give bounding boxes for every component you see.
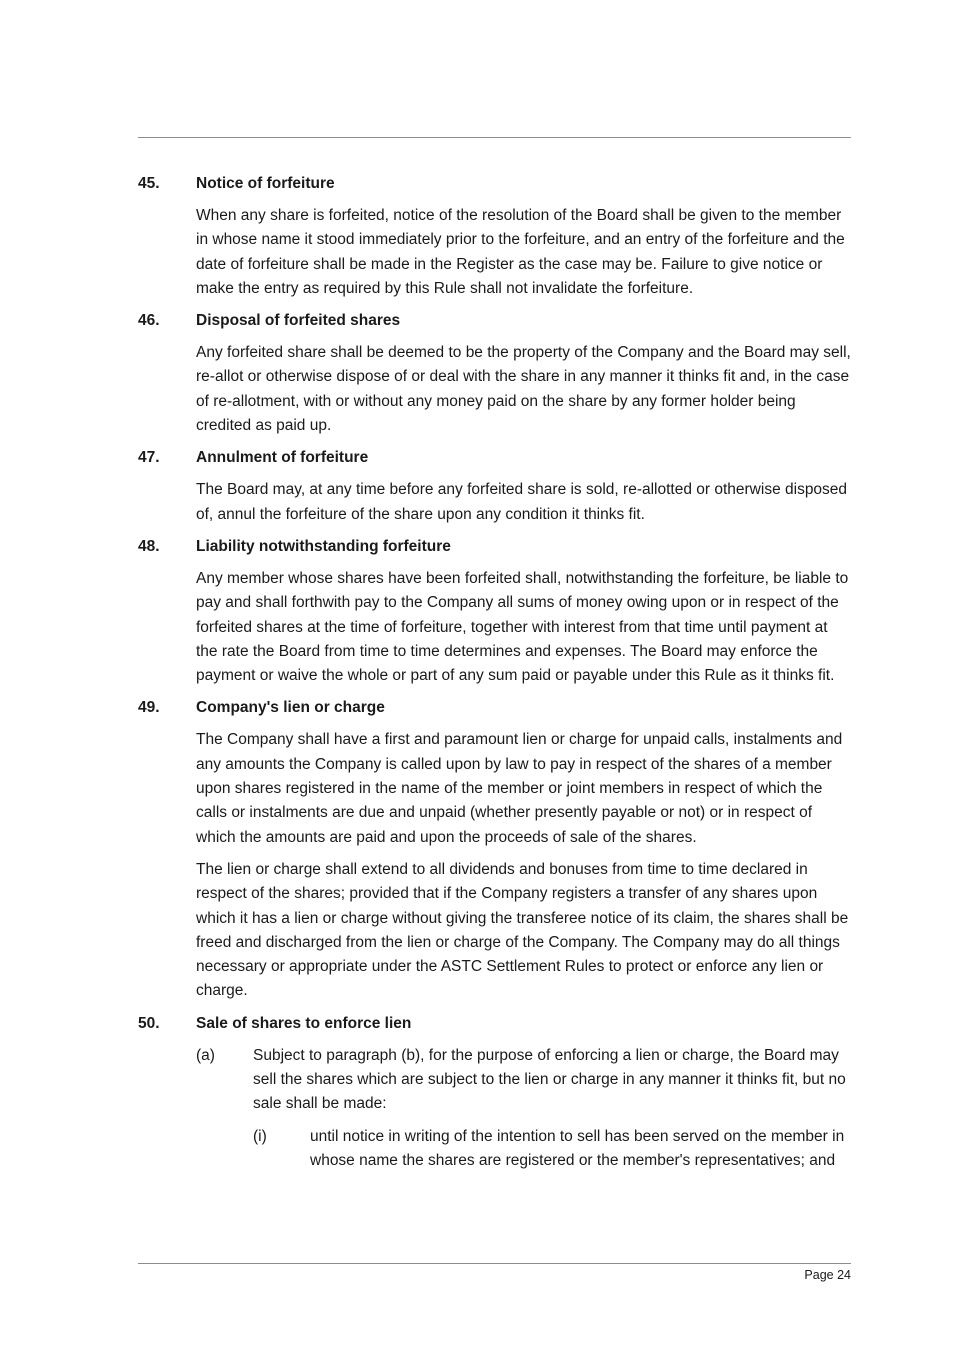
section-number: 50. bbox=[138, 1014, 160, 1032]
section-number: 45. bbox=[138, 175, 160, 192]
footer-rule bbox=[138, 1263, 851, 1264]
section-title: Notice of forfeiture bbox=[196, 175, 335, 192]
section-number: 46. bbox=[138, 312, 160, 330]
section-paragraph: Any forfeited share shall be deemed to be the property of the Company and the Board may sell, re-allot or otherwise dispose of or deal with the share in any manner it thinks fit and, in the case of re-allotment, with or without any money paid on the share by any former holder being credited as paid up. bbox=[196, 344, 851, 435]
section-heading bbox=[138, 446, 851, 470]
section-number: 47. bbox=[138, 449, 160, 467]
section-title: Disposal of forfeited shares bbox=[196, 312, 401, 330]
section-title: Company's lien or charge bbox=[196, 699, 385, 717]
section-paragraph: The Company shall have a first and paramount lien or charge for unpaid calls, instalments and any amounts the Company is called upon by law to pay in respect of the shares of a member upon shares registered in the name of the member or joint members in respect of which the calls or instalments are due and unpaid (whether presently payable or not) or in respect of which the amounts are paid and upon the proceeds of sale of the shares. bbox=[196, 731, 843, 846]
section-heading bbox=[138, 1012, 851, 1036]
page-number: Page 24 bbox=[804, 1268, 851, 1282]
subitem-label: (i) bbox=[253, 1127, 267, 1145]
section-paragraph: The lien or charge shall extend to all dividends and bonuses from time to time declared in respect of the shares; provided that if the Company registers a transfer of any shares upon which it has a lien or charge without giving the transferee notice of its claim, the shares shall be freed and discharged from the lien or charge of the Company. The Company may do all things necessary or appropriate under the ASTC Settlement Rules to protect or enforce any lien or charge. bbox=[196, 860, 849, 1000]
section-paragraph: The Board may, at any time before any forfeited share is sold, re-allotted or otherwise disposed of, annul the forfeiture of the share upon any condition it thinks fit. bbox=[196, 481, 848, 523]
item-label: (a) bbox=[196, 1046, 215, 1064]
section-paragraph: When any share is forfeited, notice of the resolution of the Board shall be given to the member in whose name it stood immediately prior to the forfeiture, and an entry of the forfeiture and the date of forfeiture shall be made in the Register as the case may be. Failure to give notice or make the entry as required by this Rule shall not invalidate the forfeiture. bbox=[196, 207, 845, 297]
item-text: Subject to paragraph (b), for the purpose of enforcing a lien or charge, the Board may sell the shares which are subject to the lien or charge in any manner it thinks fit, but no sale shall be made: bbox=[253, 1046, 846, 1113]
section-heading bbox=[138, 309, 851, 333]
subitem-text: until notice in writing of the intention to sell has been served on the member in whose name the shares are registered or the member's representatives; and bbox=[310, 1127, 845, 1169]
section-title: Liability notwithstanding forfeiture bbox=[196, 537, 451, 555]
section-number: 48. bbox=[138, 537, 160, 555]
document-body bbox=[138, 172, 851, 1181]
section-number: 49. bbox=[138, 699, 160, 717]
sub-list-item bbox=[253, 1125, 851, 1174]
section-title: Sale of shares to enforce lien bbox=[196, 1014, 412, 1032]
section-heading bbox=[138, 696, 851, 720]
section-title: Annulment of forfeiture bbox=[196, 449, 369, 467]
section-heading bbox=[138, 535, 851, 559]
list-item bbox=[196, 1044, 851, 1117]
section-paragraph: Any member whose shares have been forfeited shall, notwithstanding the forfeiture, be liable to pay and shall forthwith pay to the Company all sums of money owing upon or in respect of the forfeited shares at the time of forfeiture, together with interest from that time until payment at the rate the Board from time to time determines and expenses. The Board may enforce the payment or waive the whole or part of any sum paid or payable under this Rule as it thinks fit. bbox=[196, 569, 849, 685]
header-rule bbox=[138, 137, 851, 138]
section-heading bbox=[138, 172, 851, 196]
